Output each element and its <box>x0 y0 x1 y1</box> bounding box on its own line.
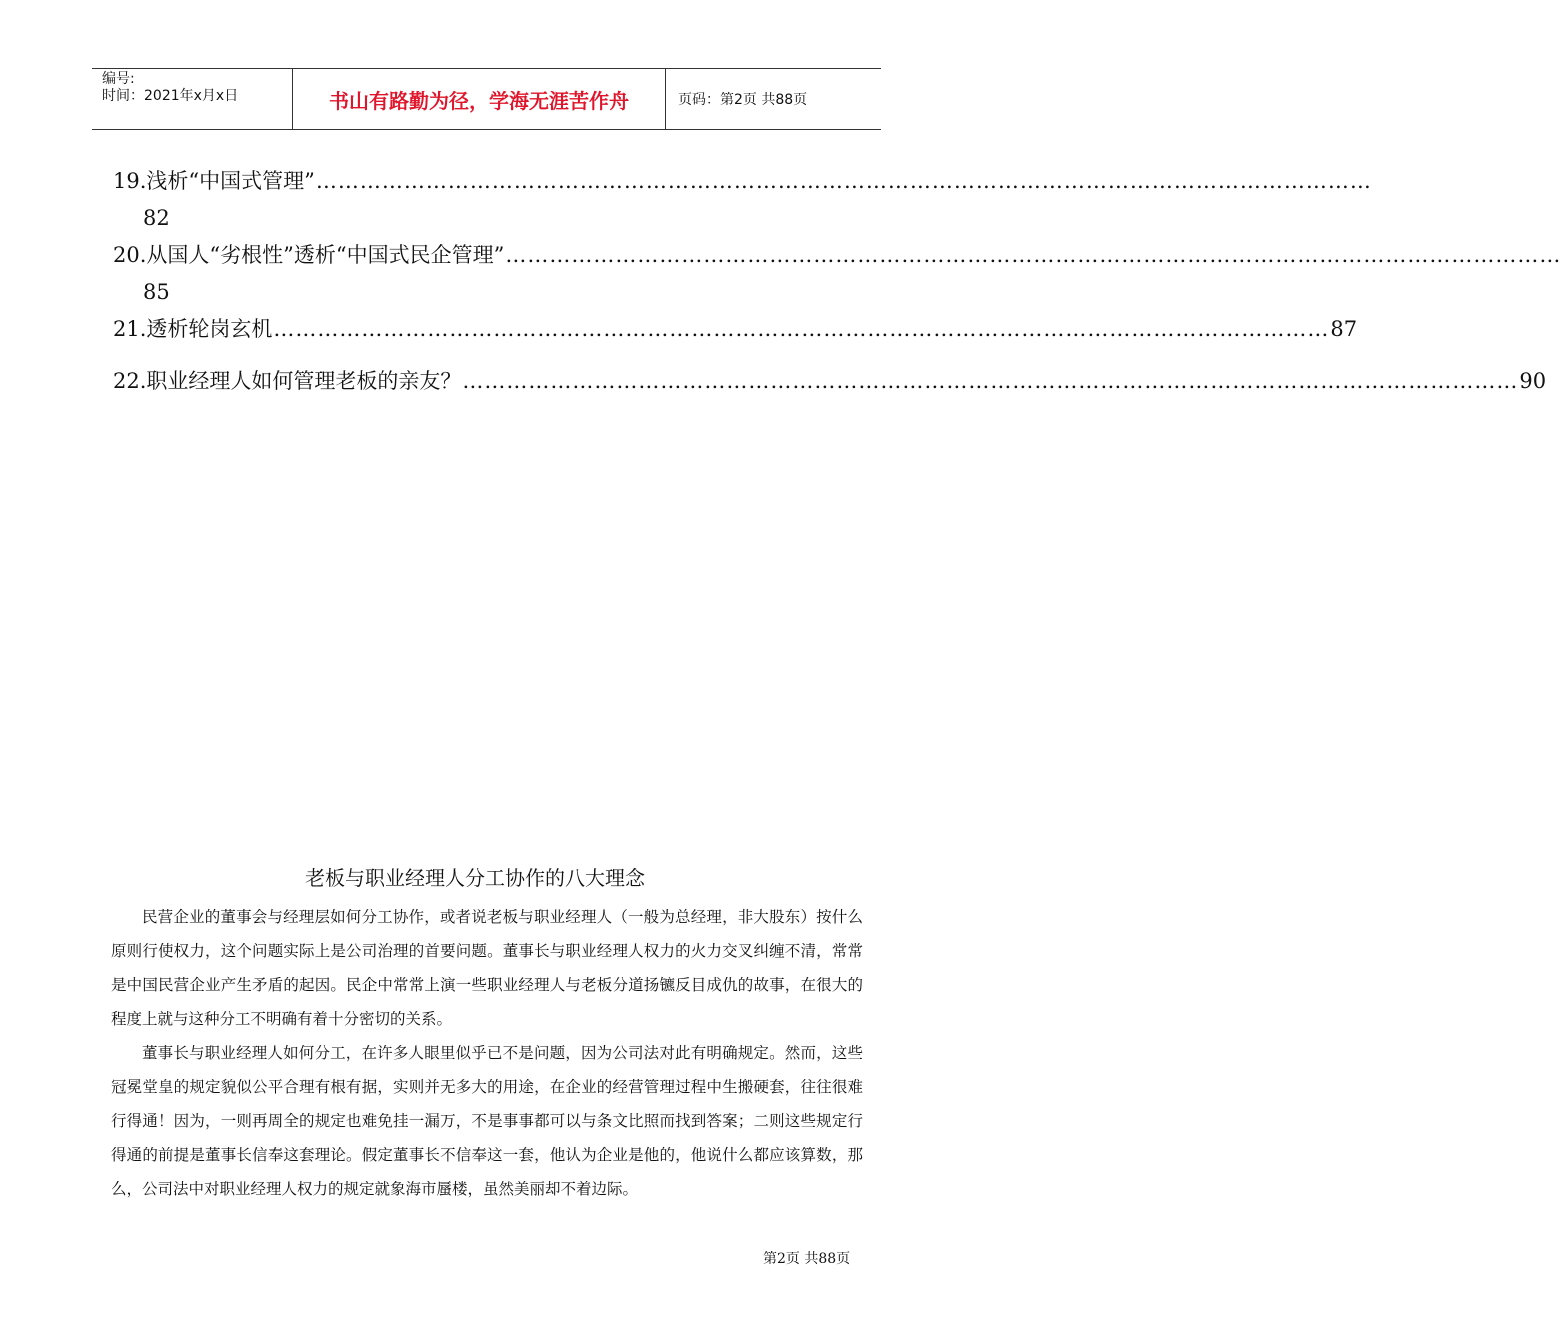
toc-leader-dots: ……………………………………………………………………………………………………………………………… <box>462 369 1519 393</box>
page-footer: 第2页 共88页 <box>763 1251 851 1267</box>
header-meta <box>92 69 293 129</box>
toc-entry-page: 87 <box>1330 317 1358 341</box>
toc-entry-title: 21.透析轮岗玄机 <box>113 317 273 341</box>
header-motto: 书山有路勤为径，学海无涯苦作舟 <box>293 69 666 129</box>
page-header <box>92 68 881 130</box>
code-label: 编号: <box>102 71 135 87</box>
article-paragraph: 董事长与职业经理人如何分工，在许多人眼里似乎已不是问题，因为公司法对此有明确规定。然而，这些冠冕堂皇的规定貌似公平合理有根有据，实则并无多大的用途，在企业的经营管理过程中生搬硬套，往往很难行得通！因为，一则再周全的规定也难免挂一漏万，不是事事都可以与条文比照而找到答案；二则这些规定行得通的前提是董事长信奉这套理论。假定董事长不信奉这一套，他认为企业是他的，他说什么都应该算数，那么，公司法中对职业经理人权力的规定就象海市蜃楼，虽然美丽却不着边际。 <box>111 1044 863 1198</box>
toc-entry-title: 20.从国人“劣根性”透析“中国式民企管理” <box>113 243 505 267</box>
time-label: 时间：2021年x月x日 <box>102 88 239 104</box>
toc-entry-page: 90 <box>1519 369 1547 393</box>
toc-entry-page: 85 <box>143 280 170 304</box>
header-page-info: 页码：第2页 共88页 <box>678 92 808 108</box>
toc-entry[interactable] <box>113 163 1372 237</box>
article-paragraph: 民营企业的董事会与经理层如何分工协作，或者说老板与职业经理人（一般为总经理，非大股东）按什么原则行使权力，这个问题实际上是公司治理的首要问题。董事长与职业经理人权力的火力交叉纠缠不清，常常是中国民营企业产生矛盾的起因。民企中常常上演一些职业经理人与老板分道扬镳反目成仇的故事，在很大的程度上就与这种分工不明确有着十分密切的关系。 <box>111 908 863 1028</box>
toc-entry-title: 22.职业经理人如何管理老板的亲友？ <box>113 369 462 393</box>
toc-entry[interactable] <box>113 237 1561 311</box>
toc-leader-dots: ……………………………………………………………………………………………………………………………… <box>273 317 1330 341</box>
toc-leader-dots: ……………………………………………………………………………………………………………………………… <box>315 169 1372 193</box>
toc-entry-page: 82 <box>143 206 170 230</box>
article-body <box>111 900 863 1206</box>
table-of-contents <box>113 163 1561 400</box>
toc-entry[interactable] <box>113 363 1547 400</box>
toc-leader-dots: ……………………………………………………………………………………………………………………………… <box>505 243 1561 267</box>
article-title: 老板与职业经理人分工协作的八大理念 <box>305 866 645 890</box>
toc-entry[interactable] <box>113 311 1358 348</box>
toc-entry-title: 19.浅析“中国式管理” <box>113 169 315 193</box>
